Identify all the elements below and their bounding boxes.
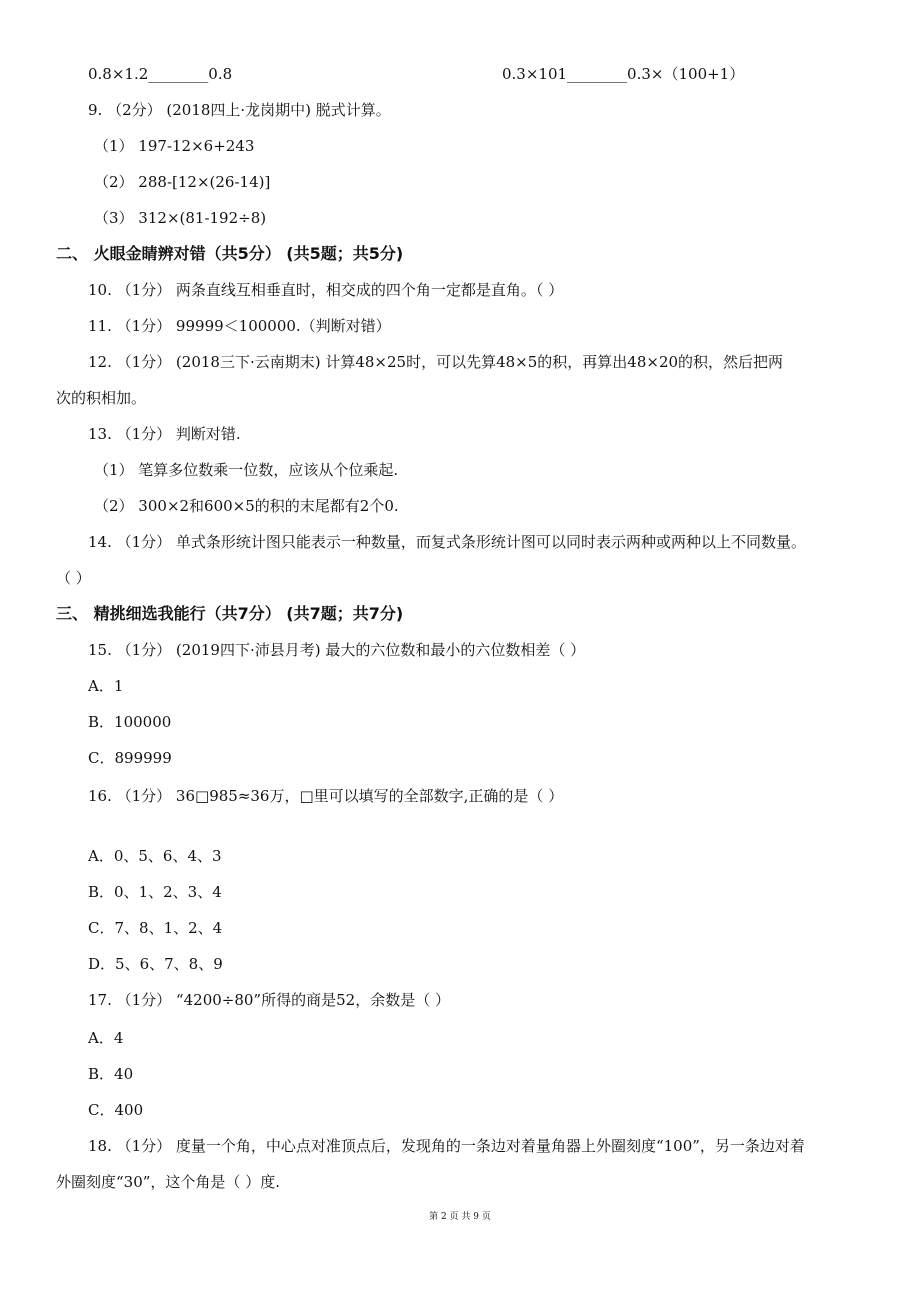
q18-line-1: 18. （1分） 度量一个角，中心点对准顶点后，发现角的一条边对着量角器上外圈刻度“100”，另一条边对着 xyxy=(88,1137,805,1155)
q15-option-a: A．1 xyxy=(88,677,124,695)
q17-option-c: C．400 xyxy=(88,1101,144,1119)
q16-option-d: D．5、6、7、8、9 xyxy=(88,955,223,973)
q11: 11. （1分） 99999＜100000.（判断对错） xyxy=(88,317,391,335)
q13-stem: 13. （1分） 判断对错. xyxy=(88,425,241,443)
q9-item-1: （1） 197-12×6+243 xyxy=(94,137,255,155)
q17-option-b: B．40 xyxy=(88,1065,134,1083)
q17-stem: 17. （1分） “4200÷80”所得的商是52，余数是（ ） xyxy=(88,991,450,1009)
q14-line-1: 14. （1分） 单式条形统计图只能表示一种数量，而复式条形统计图可以同时表示两种或两种以上不同数量。 xyxy=(88,533,806,551)
q10: 10. （1分） 两条直线互相垂直时，相交成的四个角一定都是直角。（ ） xyxy=(88,281,564,299)
q15-stem: 15. （1分） (2019四下·沛县月考) 最大的六位数和最小的六位数相差（ ） xyxy=(88,641,586,659)
q8-left: 0.8×1.2________0.8 xyxy=(88,65,233,83)
page-footer: 第 2 页 共 9 页 xyxy=(429,1212,491,1222)
q16-option-c: C．7、8、1、2、4 xyxy=(88,919,223,937)
q14-line-2: （ ） xyxy=(56,569,91,587)
q9-item-3: （3） 312×(81-192÷8) xyxy=(94,209,267,227)
q13-item-2: （2） 300×2和600×5的积的末尾都有2个0. xyxy=(94,497,399,515)
q12-line-2: 次的积相加。 xyxy=(56,389,147,407)
q9-stem: 9. （2分） (2018四上·龙岗期中) 脱式计算。 xyxy=(88,101,391,119)
q15-option-b: B．100000 xyxy=(88,713,172,731)
q16-stem: 16. （1分） 36□985≈36万，□里可以填写的全部数字,正确的是（ ） xyxy=(88,787,564,805)
q16-option-a: A．0、5、6、4、3 xyxy=(88,847,222,865)
q13-item-1: （1） 笔算多位数乘一位数，应该从个位乘起. xyxy=(94,461,399,479)
q9-item-2: （2） 288-[12×(26-14)] xyxy=(94,173,271,191)
q16-option-b: B．0、1、2、3、4 xyxy=(88,883,222,901)
q12-line-1: 12. （1分） (2018三下·云南期末) 计算48×25时，可以先算48×5的积，再算出48×20的积，然后把两 xyxy=(88,353,784,371)
section-2-heading: 二、 火眼金睛辨对错（共5分） (共5题；共5分) xyxy=(56,244,404,263)
q15-option-c: C．899999 xyxy=(88,749,172,767)
q8-right: 0.3×101________0.3×（100+1） xyxy=(502,65,745,83)
q18-line-2: 外圈刻度“30”，这个角是（ ）度. xyxy=(56,1173,280,1191)
section-3-heading: 三、 精挑细选我能行（共7分） (共7题；共7分) xyxy=(56,604,404,623)
q17-option-a: A．4 xyxy=(88,1029,124,1047)
